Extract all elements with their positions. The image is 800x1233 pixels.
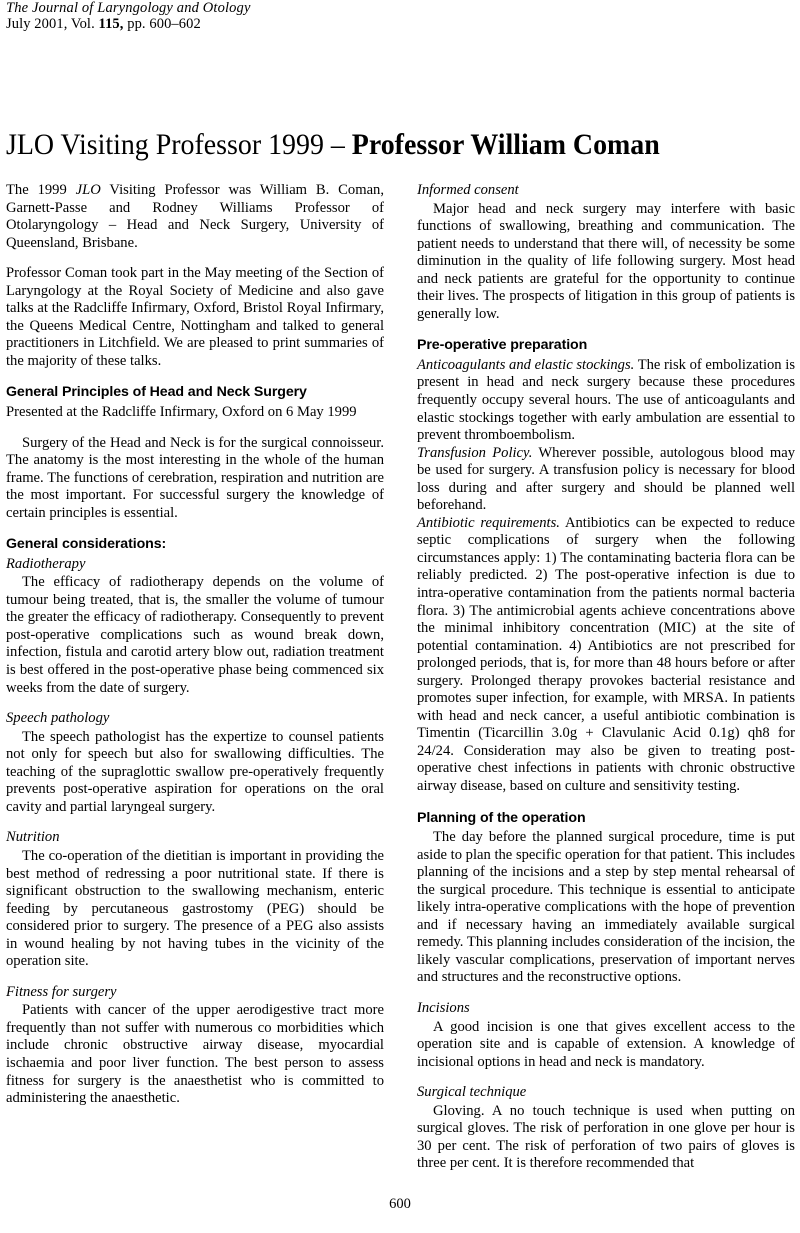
title-emphasis: Professor William Coman: [351, 128, 660, 162]
paragraph-intro-1: [6, 182, 384, 252]
runin-transfusion-policy: Transfusion Policy.: [417, 444, 533, 461]
page-title: [6, 128, 739, 162]
paragraph-fitness-for-surgery: Patients with cancer of the upper aerodigestive tract more frequently than not suffer with numerous co morbidities which include chronic obstructive airway disease, myocardial ischaemia and poor liver function. The best person to assess fitness for surgery is the anaesthetist who is committed to administering the anaesthetic.: [6, 1002, 384, 1107]
heading-informed-consent: Informed consent: [417, 182, 519, 198]
heading-fitness-for-surgery: Fitness for surgery: [6, 983, 117, 1000]
paragraph-transfusion-policy: [417, 445, 795, 515]
heading-general-principles: General Principles of Head and Neck Surgery: [6, 384, 307, 401]
page-number: 600: [389, 1196, 411, 1212]
journal-abbrev: JLO: [75, 182, 101, 198]
paragraph-surgery-intro: Surgery of the Head and Neck is for the surgical connoisseur. The anatomy is the most interesting in the whole of the human frame. The functions of cerebration, respiration and nutrition are the most important. For successful surgery the knowledge of certain principles is essential.: [6, 434, 384, 521]
transfusion-text: Wherever possible, autologous blood may be used for surgery. A transfusion policy is necessary for blood loss during and after surgery and should be planned well beforehand.: [417, 444, 795, 514]
paragraph-antibiotic-requirements: [417, 515, 795, 796]
masthead: [6, 0, 606, 32]
intro-lead: The 1999: [6, 182, 76, 198]
heading-radiotherapy: Radiotherapy: [6, 555, 86, 572]
paragraph-presented-at: Presented at the Radcliffe Infirmary, Oxford on 6 May 1999: [6, 403, 357, 420]
issue-prefix: July 2001, Vol.: [6, 16, 99, 32]
anticoagulants-text: The risk of embolization is present in head and neck surgery because these procedures frequently occupy several hours. The use of anticoagulants and elastic stockings together with early ambulation are essential to prevent thromboembolism.: [417, 356, 795, 444]
intro-rest: Visiting Professor was William B. Coman, Garnett-Passe and Rodney Williams Professor of Otolaryngology – Head and Neck Surgery, University of Queensland, Brisbane.: [6, 182, 384, 251]
column-left: [6, 182, 384, 1177]
paragraph-planning: The day before the planned surgical procedure, time is put aside to plan the specific operation for that patient. This includes planning of the incisions and a step by step mental rehearsal of the surgical procedure. This technique is essential to anticipate likely intra-operative complications with the hope of prevention and if necessary having an immediately available surgical remedy. This planning includes consideration of the incision, the likely vascular complications, preservation of important nerves and structures and the reconstructive options.: [417, 829, 795, 986]
issue-suffix: pp. 600–602: [123, 16, 201, 32]
issue-line: [6, 16, 606, 32]
paragraph-surgical-technique: Gloving. A no touch technique is used when putting on surgical gloves. The risk of perforation in one glove per hour is 30 per cent. The risk of perforation of two pairs of gloves is three per cent. It is therefore recommended that: [417, 1102, 795, 1172]
runin-anticoagulants: Anticoagulants and elastic stockings.: [417, 356, 635, 373]
heading-speech-pathology: Speech pathology: [6, 710, 110, 727]
volume-number: 115,: [98, 16, 124, 32]
heading-surgical-technique: Surgical technique: [417, 1084, 527, 1101]
paragraph-nutrition: The co-operation of the dietitian is important in providing the best method of redressing a poor nutritional state. If there is significant obstruction to the swallowing mechanism, enteric feeding by percutaneous gastrostomy (PEG) should be considered prior to surgery. The presence of a PEG also assists in wound healing by not having tubes in the vicinity of the operation site.: [6, 847, 384, 970]
antibiotic-text: Antibiotics can be expected to reduce septic complications of surgery when the following circumstances apply: 1) The contaminating bacteria flora can be reliably predicted. 2) The post-operative infection is due to intra-operative contamination from the patients normal bacteria flora. 3) The antimicrobial agents achieve concentrations above the minimal inhibitory concentration (MIC) at the site of potential contamination. 4) Antibiotics are not prescribed for prolonged periods, that is, for more than 48 hours before or after surgery. Prolonged therapy provokes bacterial resistance and promotes super infection, for example, with MRSA. In patients with head and neck cancer, a useful antibiotic combination is Timentin (Ticarcillin 3.0g + Clavulanic Acid 0.1g) qh8 for 24/24. Consideration may also be given to treating post-operative chest infections in patients with chronic obstructive airway disease, based on culture and sensitivity testing.: [417, 514, 795, 794]
paragraph-speech-pathology: The speech pathologist has the expertize to counsel patients not only for speech but also for swallowing difficulties. The teaching of the supraglottic swallow pre-operatively frequently prevents post-operative aspiration for operations on the oral cavity and partial laryngeal surgery.: [6, 728, 384, 815]
title-lead: JLO Visiting Professor 1999 –: [6, 128, 352, 162]
paragraph-anticoagulants: [417, 357, 795, 445]
paragraph-radiotherapy: The efficacy of radiotherapy depends on the volume of tumour being treated, that is, the smaller the volume of tumour the greater the efficacy of radiotherapy. Consequently to prevent post-operative complications such as wound break down, infection, fistula and carotid artery blow out, radiation treatment is best offered in the post-operative phase being commenced six weeks from the date of surgery.: [6, 574, 384, 696]
paragraph-intro-2: Professor Coman took part in the May meeting of the Section of Laryngology at the Royal Society of Medicine and also gave talks at the Radcliffe Infirmary, Oxford, Bristol Royal Infirmary, the Queens Medical Centre, Nottingham and talked to general practitioners in Litchfield. We are pleased to print summaries of the majority of these talks.: [6, 265, 384, 369]
paragraph-incisions: A good incision is one that gives excellent access to the operation site and is capable of extension. A knowledge of incisional options in head and neck is mandatory.: [417, 1018, 795, 1070]
heading-preoperative-preparation: Pre-operative preparation: [417, 337, 588, 354]
paragraph-informed-consent: Major head and neck surgery may interfere with basic functions of swallowing, breathing and communication. The patient needs to understand that there will, of necessity be some diminution in the quality of life following surgery. Most head and neck patients are grateful for the opportunity to continue their lives. The prospects of litigation in this group of patients is generally low.: [417, 200, 795, 322]
journal-title: The Journal of Laryngology and Otology: [6, 0, 251, 16]
heading-planning-of-the-operation: Planning of the operation: [417, 809, 586, 826]
runin-antibiotic-requirements: Antibiotic requirements.: [417, 514, 560, 531]
heading-incisions: Incisions: [417, 999, 470, 1016]
heading-general-considerations: General considerations:: [6, 536, 167, 553]
heading-nutrition: Nutrition: [6, 829, 60, 846]
column-right: [417, 182, 795, 1177]
article-body: [6, 182, 795, 1177]
